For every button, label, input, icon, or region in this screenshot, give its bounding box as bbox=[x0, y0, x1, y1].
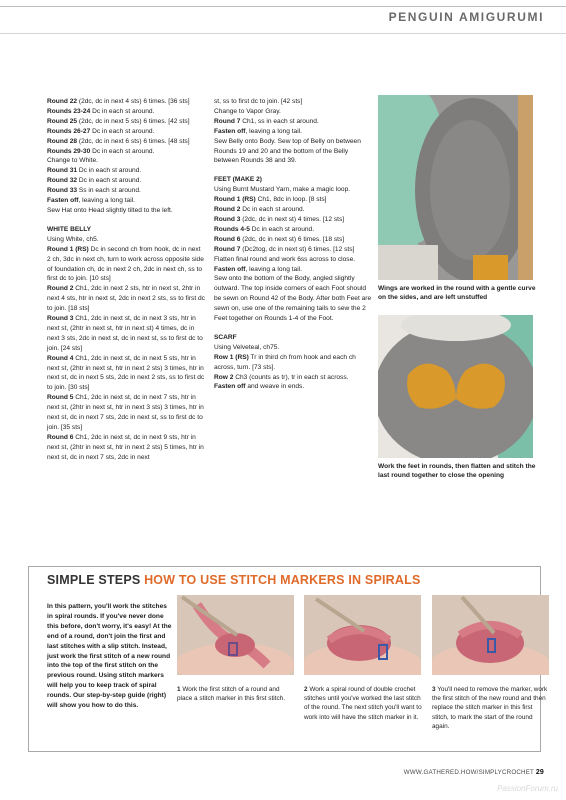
pattern-line: Using White, ch5. bbox=[47, 235, 99, 243]
pattern-line: Using Velveteal, ch75. bbox=[214, 343, 280, 351]
pattern-line: Round 7 (Dc2tog, dc in next st) 6 times. [12 sts] bbox=[214, 245, 355, 253]
pattern-line: Round 1 (RS) Dc in second ch from hook, dc in next 2 ch, 3dc in next ch, turn to work across opposite side of foundation ch, dc in next 2 ch, 2dc in next ch, ss to first dc to join. [10 sts] bbox=[47, 245, 204, 283]
pattern-line: Round 4 Ch1, 2dc in next st, dc in next 5 sts, htr in next st, (2htr in next st, htr in next 2 sts) 3 times, htr in next st, dc in next 5 sts, 2dc in next 2 sts, ss to first dc to join. [30 sts] bbox=[47, 354, 205, 392]
step-1-photo bbox=[177, 595, 294, 675]
pattern-line: Round 3 (2dc, dc in next st) 4 times. [12 sts] bbox=[214, 215, 345, 223]
footer-url[interactable]: WWW.GATHERED.HOW/SIMPLYCROCHET bbox=[403, 769, 534, 776]
pattern-line: Round 31 Dc in each st around. bbox=[47, 167, 142, 175]
pattern-line: Round 6 Ch1, 2dc in next st, dc in next 9 sts, htr in next st, (2htr in next st, htr in next 2 sts) 5 times, htr in next st, dc in next 7 sts, 2dc in next bbox=[47, 433, 204, 461]
pattern-line: Fasten off, leaving a long tail. bbox=[214, 265, 302, 273]
pattern-line: Round 5 Ch1, 2dc in next st, dc in next 7 sts, htr in next st, (2htr in next st, htr in next 3 sts) 3 times, htr in next st, dc in next 7 sts, 2dc in next st, ss to first dc to join. [35 sts] bbox=[47, 394, 204, 431]
step-2-caption: 2 Work a spiral round of double crochet stitches until you've worked the last stitch of the round. The next stitch you'll want to work into will have the stitch marker in it. bbox=[304, 686, 422, 721]
header-rule-bottom bbox=[0, 33, 566, 34]
pattern-line: Sew Belly onto Body. Sew top of Belly on between Rounds 19 and 20 and the bottom of the Belly between Rounds 38 and 39. bbox=[214, 137, 361, 165]
feet-caption: Work the feet in rounds, then flatten and stitch the last round together to close the opening bbox=[378, 463, 536, 480]
pattern-line: Round 6 (2dc, dc in next st) 6 times. [18 sts] bbox=[214, 235, 345, 243]
pattern-line: Row 2 Ch3 (counts as tr), tr in each st across. bbox=[214, 373, 349, 381]
pattern-column-2 bbox=[214, 97, 372, 392]
header-rule bbox=[0, 6, 566, 7]
pattern-line: Round 7 Ch1, ss in each st around. bbox=[214, 117, 319, 125]
section-title: PENGUIN AMIGURUMI bbox=[388, 10, 544, 24]
pattern-column-1 bbox=[47, 97, 205, 463]
pattern-line: Using Burnt Mustard Yarn, make a magic loop. bbox=[214, 186, 351, 194]
feet-photo bbox=[378, 315, 533, 458]
pattern-line: Rounds 29-30 Dc in each st around. bbox=[47, 147, 155, 155]
pattern-line: Round 1 (RS) Ch1, 8dc in loop. [8 sts] bbox=[214, 196, 327, 204]
watermark: PassionForum.ru bbox=[497, 784, 558, 793]
step-3-photo bbox=[432, 595, 549, 675]
pattern-line: Sew Hat onto Head slightly tilted to the left. bbox=[47, 206, 173, 214]
pattern-line: Rounds 23-24 Dc in each st around. bbox=[47, 107, 155, 115]
step-1-caption: 1 Work the first stitch of a round and place a stitch marker in this first stitch. bbox=[177, 686, 285, 703]
page-footer bbox=[404, 769, 544, 776]
pattern-line: Round 28 (2dc, dc in next 6 sts) 6 times. [48 sts] bbox=[47, 137, 190, 145]
pattern-line: Sew onto the bottom of the Body, angled slightly outward. The top inside corners of each Foot should be sewn on Round 42 of the Body. After both Feet are sewn on, use one of the remaining tails to sew the 2 Feet together on Rounds 1-4 of the Foot. bbox=[214, 275, 372, 323]
pattern-line: Fasten off, leaving a long tail. bbox=[214, 127, 302, 135]
simple-steps-title: SIMPLE STEPS HOW TO USE STITCH MARKERS IN SPIRALS bbox=[47, 573, 421, 587]
section-heading-feet: FEET (MAKE 2) bbox=[214, 176, 262, 184]
pattern-line: Row 1 (RS) Tr in third ch from hook and each ch across, turn. [73 sts]. bbox=[214, 353, 356, 371]
pattern-line: Round 22 (2dc, dc in next 4 sts) 6 times. [36 sts] bbox=[47, 98, 190, 105]
wings-caption: Wings are worked in the round with a gentle curve on the sides, and are left unstuffed bbox=[378, 285, 536, 302]
pattern-line: Round 3 Ch1, 2dc in next st, dc in next 3 sts, htr in next st, (2htr in next st, htr in next st) 4 times, dc in next 3 sts, 2dc in next st, dc in next st, ss to first dc to join. [24 sts] bbox=[47, 315, 203, 352]
pattern-line: Round 2 Dc in each st around. bbox=[214, 206, 305, 214]
step-3-caption: 3 You'll need to remove the marker, work the first stitch of the new round and then replace the stitch marker in this first stitch, to mark the start of the round again. bbox=[432, 686, 548, 730]
section-heading-white-belly: WHITE BELLY bbox=[47, 225, 92, 233]
simple-steps-intro: In this pattern, you'll work the stitches in spiral rounds. If you've never done this before, don't worry, it's easy! At the end of a round, don't join the first and last stitches with a slip stitch. Instead, just work the first stitch of a new round into the top of the first stitch on the previous round. Using stitch markers will help you to keep track of spiral rounds. Our step-by-step guide (right) will show you how to do this. bbox=[47, 603, 172, 710]
pattern-line: Round 32 Dc in each st around. bbox=[47, 177, 142, 185]
pattern-line: Rounds 4-5 Dc in each st around. bbox=[214, 225, 315, 233]
rounds-list-head bbox=[47, 97, 205, 216]
step-2-photo bbox=[304, 595, 421, 675]
pattern-line: st, ss to first dc to join. [42 sts] bbox=[214, 98, 303, 105]
simple-steps-panel bbox=[28, 566, 548, 752]
section-heading-scarf: SCARF bbox=[214, 333, 237, 341]
pattern-line: Fasten off, leaving a long tail. bbox=[47, 197, 135, 205]
page-number: 29 bbox=[535, 769, 544, 776]
pattern-line: Change to Vapor Gray. bbox=[214, 107, 281, 115]
pattern-line: Round 33 Ss in each st around. bbox=[47, 187, 141, 195]
pattern-line: Change to White. bbox=[47, 157, 98, 165]
pattern-line: Rounds 26-27 Dc in each st around. bbox=[47, 127, 155, 135]
pattern-line: Flatten final round and work 6ss across to close. bbox=[214, 255, 356, 263]
pattern-line: Round 2 Ch1, 2dc in next 2 sts, htr in next st, 2htr in next 4 sts, htr in next st, 2dc in next 2 sts, ss to first dc to join. [18 sts] bbox=[47, 285, 205, 313]
pattern-line: Fasten off and weave in ends. bbox=[214, 383, 305, 391]
wings-photo bbox=[378, 95, 533, 280]
pattern-line: Round 25 (2dc, dc in next 5 sts) 6 times. [42 sts] bbox=[47, 117, 190, 125]
